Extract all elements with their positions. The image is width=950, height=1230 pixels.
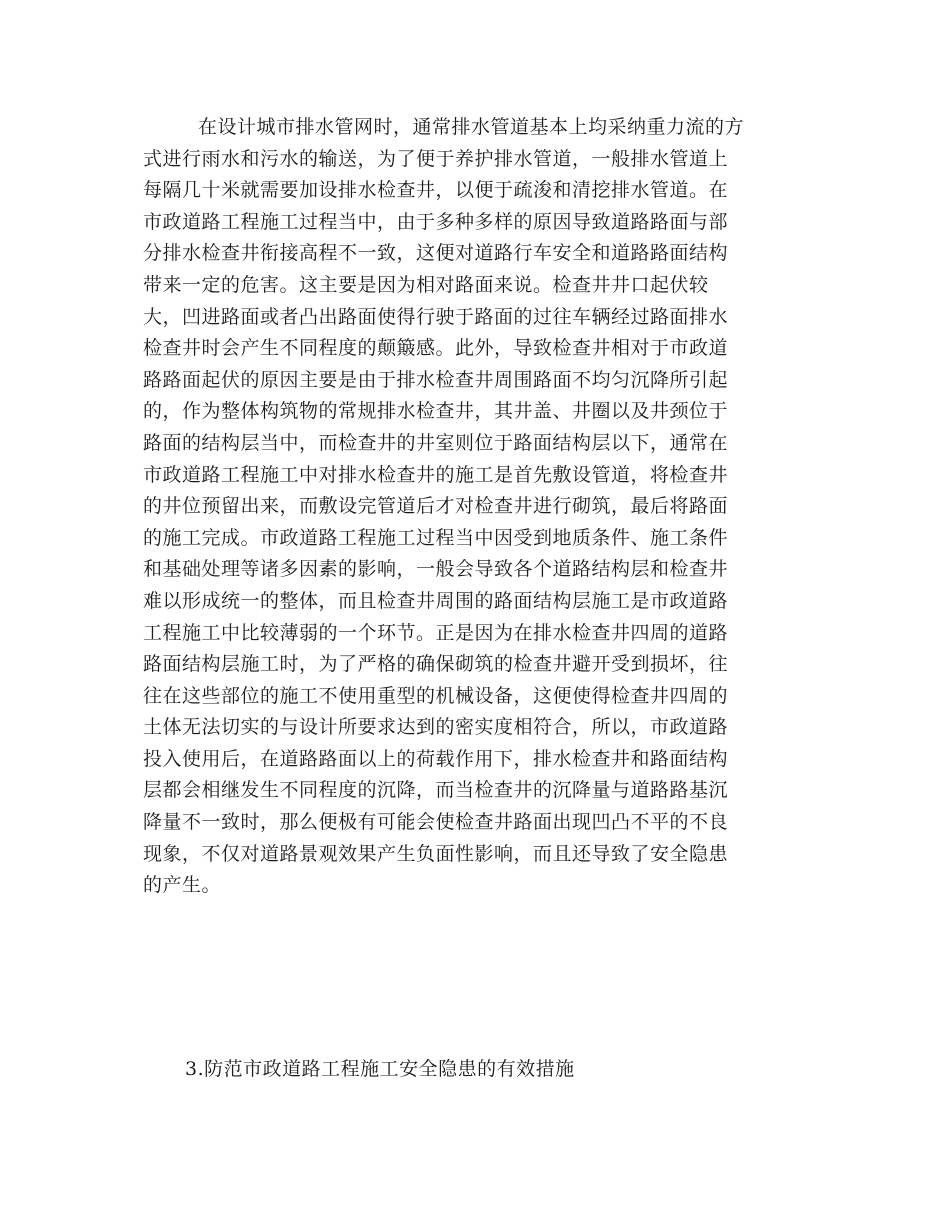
paragraph-line: 层都会相继发生不同程度的沉降，而当检查井的沉降量与道路路基沉	[143, 779, 729, 802]
paragraph-line: 路面的结构层当中，而检查井的井室则位于路面结构层以下，通常在	[143, 431, 729, 454]
section-heading: 3.防范市政道路工程施工安全隐患的有效措施	[185, 1058, 575, 1080]
paragraph-line: 的产生。	[143, 874, 222, 897]
paragraph-line: 每隔几十米就需要加设排水检查井，以便于疏浚和清挖排水管道。在	[143, 179, 729, 202]
paragraph-line: 的井位预留出来，而敷设完管道后才对检查井进行砌筑，最后将路面	[143, 495, 729, 518]
paragraph-line: 土体无法切实的与设计所要求达到的密实度相符合，所以，市政道路	[143, 716, 729, 739]
paragraph-line: 降量不一致时，那么便极有可能会使检查井路面出现凹凸不平的不良	[143, 811, 729, 834]
paragraph-line: 检查井时会产生不同程度的颠簸感。此外，导致检查井相对于市政道	[143, 337, 729, 360]
paragraph-line: 投入使用后，在道路路面以上的荷载作用下，排水检查井和路面结构	[143, 747, 729, 770]
paragraph-line: 现象，不仅对道路景观效果产生负面性影响，而且还导致了安全隐患	[143, 842, 729, 865]
paragraph-line: 市政道路工程施工过程当中，由于多种多样的原因导致道路路面与部	[143, 210, 729, 233]
body-paragraph	[143, 112, 813, 902]
paragraph-line: 在设计城市排水管网时，通常排水管道基本上均采纳重力流的方	[198, 116, 745, 138]
paragraph-line: 的施工完成。市政道路工程施工过程当中因受到地质条件、施工条件	[143, 526, 729, 549]
paragraph-line: 往在这些部位的施工不使用重型的机械设备，这便使得检查井四周的	[143, 684, 729, 707]
paragraph-line: 路面结构层施工时，为了严格的确保砌筑的检查井避开受到损坏，往	[143, 653, 729, 676]
paragraph-line: 难以形成统一的整体，而且检查井周围的路面结构层施工是市政道路	[143, 589, 729, 612]
paragraph-line: 分排水检查井衔接高程不一致，这便对道路行车安全和道路路面结构	[143, 242, 729, 265]
paragraph-line: 大，凹进路面或者凸出路面使得行驶于路面的过往车辆经过路面排水	[143, 305, 729, 328]
paragraph-line: 路路面起伏的原因主要是由于排水检查井周围路面不均匀沉降所引起	[143, 368, 729, 391]
paragraph-line: 的，作为整体构筑物的常规排水检查井，其井盖、井圈以及井颈位于	[143, 400, 729, 423]
document-body	[143, 112, 813, 902]
paragraph-line: 和基础处理等诸多因素的影响，一般会导致各个道路结构层和检查井	[143, 558, 729, 581]
paragraph-line: 带来一定的危害。这主要是因为相对路面来说。检查井井口起伏较	[143, 273, 709, 296]
paragraph-line: 式进行雨水和污水的输送，为了便于养护排水管道，一般排水管道上	[143, 147, 729, 170]
paragraph-line: 市政道路工程施工中对排水检查井的施工是首先敷设管道，将检查井	[143, 463, 729, 486]
paragraph-line: 工程施工中比较薄弱的一个环节。正是因为在排水检查井四周的道路	[143, 621, 729, 644]
